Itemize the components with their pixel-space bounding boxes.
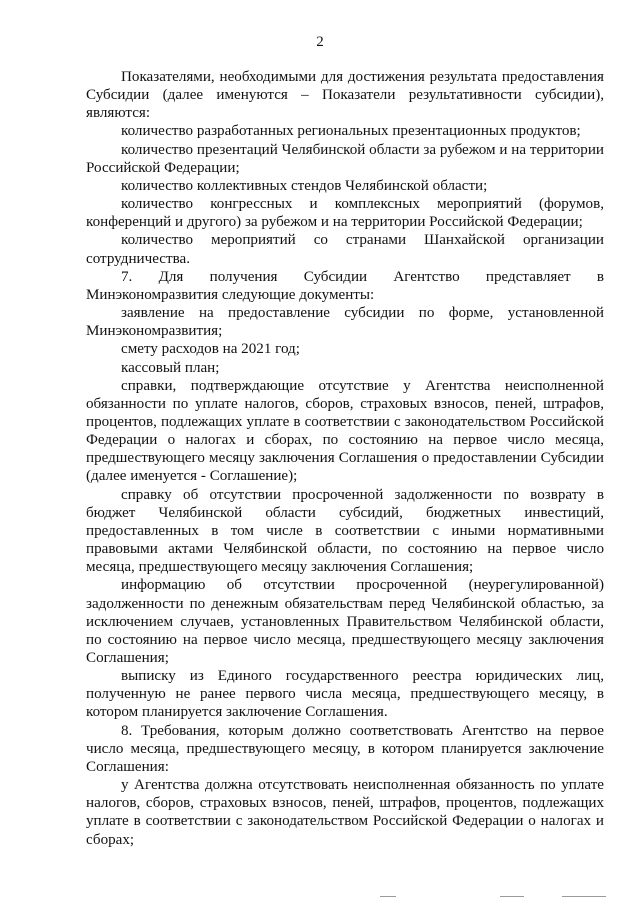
paragraph-stands-count: количество коллективных стендов Челябинской области; [121,177,488,194]
scan-artifact-marks [380,896,610,899]
paragraph-register-extract: выписку из Единого государственного реестра юридических лиц, полученную не ранее первого числа месяца, предшествующего месяцу, в котором планируется заключение Соглашения. [86,668,604,721]
paragraph-section-8: 8. Требования, которым должно соответствовать Агентство на первое число месяца, предшествующего месяцу, в котором планируется заключение Соглашения: [86,722,604,775]
paragraph-presentations-count: количество презентаций Челябинской области за рубежом и на территории Российской Федерации; [86,141,604,176]
paragraph-application: заявление на предоставление субсидии по форме, установленной Минэкономразвития; [86,305,604,340]
document-body [86,68,604,849]
paragraph-congress-events: количество конгрессных и комплексных мероприятий (форумов, конференций и другого) за рубежом и на территории Российской Федерации; [86,196,604,231]
page-number: 2 [316,34,324,50]
paragraph-cash-plan: кассовый план; [121,359,220,376]
paragraph-no-tax-debt: у Агентства должна отсутствовать неисполненная обязанность по уплате налогов, сборов, страховых взносов, пеней, штрафов, процентов, подлежащих уплате в соответствии с законодательством Российской Федерации о налогах и сборах; [86,777,604,848]
paragraph-overdue-info: информацию об отсутствии просроченной (неурегулированной) задолженности по денежным обязательствам перед Челябинской областью, за исключением случаев, установленных Правительством Челябинской области, по состоянию на первое число месяца, предшествующего месяцу заключения Соглашения; [86,577,604,666]
paragraph-tax-certificates: справки, подтверждающие отсутствие у Агентства неисполненной обязанности по уплате налогов, сборов, страховых взносов, пеней, штрафов, процентов, подлежащих уплате в соответствии с законодательством Российской Федерации о налогах и сборах, по состоянию на первое число месяца, предшествующего месяцу заключения Соглашения о предоставлении Субсидии (далее именуется - Соглашение); [86,377,604,485]
paragraph-indicators-intro: Показателями, необходимыми для достижения результата предоставления Субсидии (далее именуются – Показатели результативности субсидии), являются: [86,69,604,122]
paragraph-presentation-products: количество разработанных региональных презентационных продуктов; [121,123,581,140]
paragraph-debt-certificate: справку об отсутствии просроченной задолженности по возврату в бюджет Челябинской области субсидий, бюджетных инвестиций, предоставленных в том числе в соответствии с иными нормативными правовыми актами Челябинской области, по состоянию на первое число месяца, предшествующего месяцу заключения Соглашения; [86,486,604,576]
paragraph-section-7: 7. Для получения Субсидии Агентство представляет в Минэкономразвития следующие документы: [86,268,604,303]
paragraph-sco-events: количество мероприятий со странами Шанхайской организации сотрудничества. [86,232,604,267]
paragraph-budget-estimate: смету расходов на 2021 год; [121,341,300,358]
